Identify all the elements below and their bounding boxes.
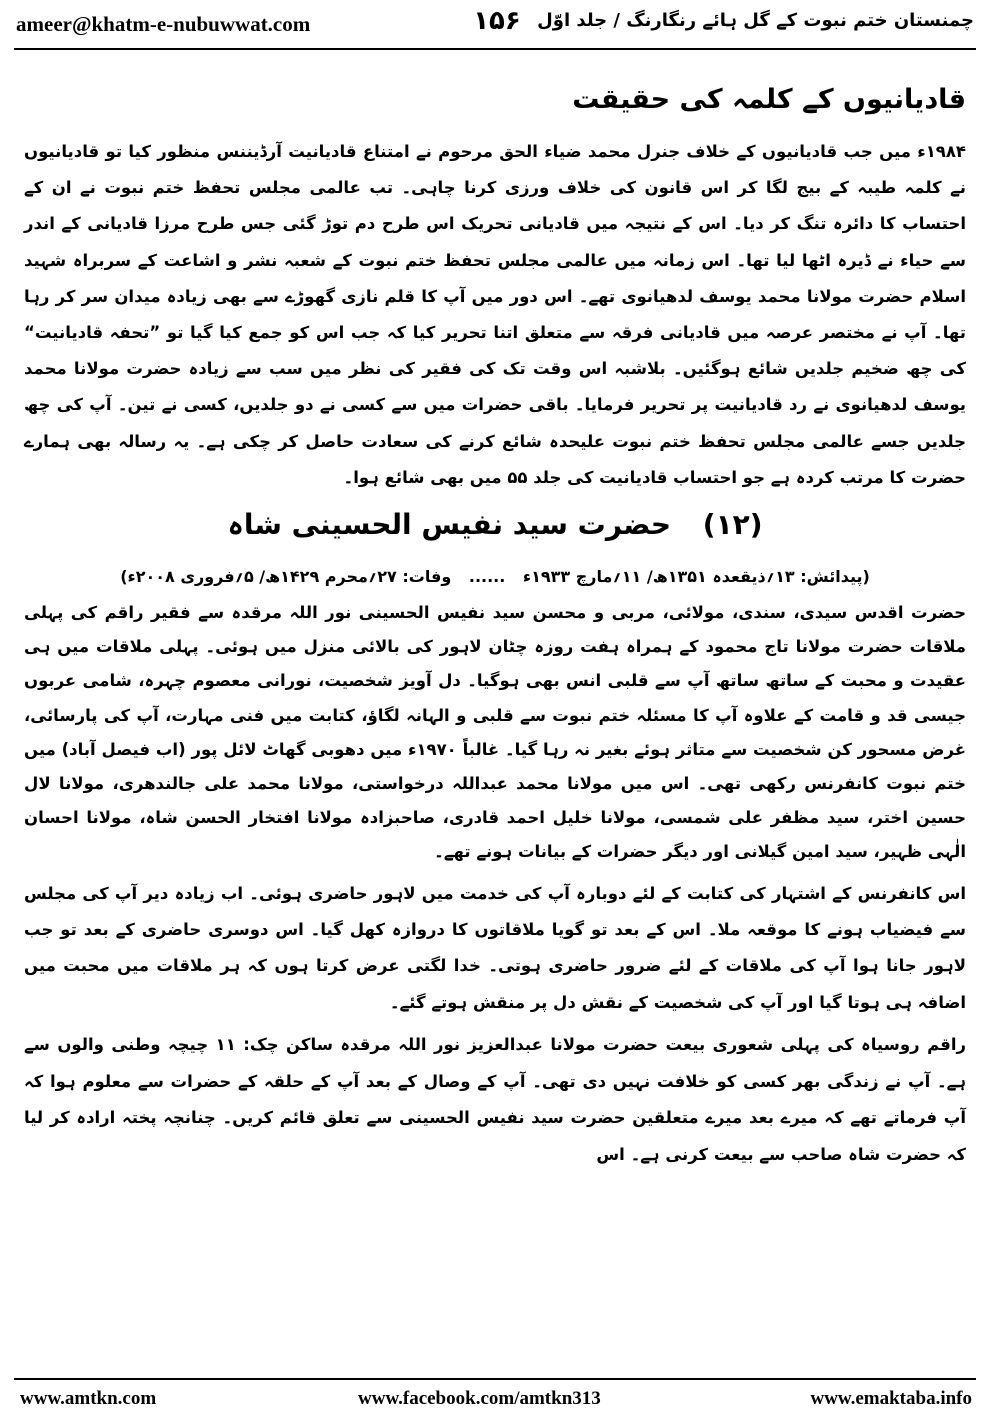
paragraph-conference-visit: اس کانفرنس کے اشتہار کی کتابت کے لئے دوبارہ آپ کی خدمت میں لاہور حاضری ہوئی۔ اب زیادہ دیر آپ کی مجلس سے فیضیاب ہونے کا موقعہ ملا۔ اس کے بعد تو گویا ملاقاتوں کا دروازہ کھل گیا۔ اس دوسری حاضری کے بعد تو جب لاہور جانا ہوا آپ کی ملاقات کے لئے ضرور حاضری ہوتی۔ خدا لگتی عرض کرتا ہوں کہ ہر ملاقات میں محبت میں اضافہ ہی ہوتا گیا اور آپ کی شخصیت کے نقش دل پر منقش ہوتے گئے۔ [24,883,966,1012]
section-heading-qadiani-kalima: قادیانیوں کے کلمہ کی حقیقت [572,84,966,115]
book-title: چمنستان ختم نبوت کے گل ہائے رنگارنگ / جلد اوّل [537,10,974,31]
footer-divider [14,1378,976,1380]
paragraph-bayat: راقم روسیاہ کی پہلی شعوری بیعت حضرت مولانا عبدالعزیز نور اللہ مرقدہ ساکن چک: ۱۱ چیچہ وطنی والوں سے ہے۔ آپ نے زندگی بھر کسی کو خلافت نہیں دی تھی۔ آپ کے وصال کے بعد آپ کے حلقہ کے حضرات سے معلوم ہوا کہ آپ فرماتے تھے کہ میرے بعد میرے متعلقین حضرت سید نفیس الحسینی سے تعلق قائم کریں۔ چنانچہ پختہ ارادہ کر لیا کہ حضرت شاہ صاحب سے بیعت کرنی ہے۔ اس [24,1035,966,1164]
section-title: حضرت سید نفیس الحسینی شاہ [227,508,672,542]
birth-date: (پیدائش: ۱۳؍ذیقعدہ ۱۳۵۱ھ/ ۱۱؍مارچ ۱۹۳۳ء [522,567,870,587]
death-date: وفات: ۲۷؍محرم ۱۴۲۹ھ/ ۵؍فروری ۲۰۰۸ء) [120,567,452,587]
footer-link-emaktaba[interactable]: www.emaktaba.info [810,1388,972,1409]
page-footer [0,1382,990,1420]
footer-link-amtkn[interactable]: www.amtkn.com [20,1388,157,1409]
dates-separator: ...... [468,567,506,587]
page-body [24,78,966,1173]
section-heading-nafees-shah [24,498,966,558]
paragraph-qadiani-kalima: ۱۹۸۴ء میں جب قادیانیوں کے خلاف جنرل محمد ضیاء الحق مرحوم نے امتناع قادیانیت آرڈیننس منظور کیا تو قادیانیوں نے کلمہ طیبہ کے بیج لگا کر اس قانون کی خلاف ورزی کرنا چاہی۔ تب عالمی مجلس تحفظ ختم نبوت نے ان کے احتساب کا دائرہ تنگ کر دیا۔ اس کے نتیجہ میں قادیانی تحریک اس طرح دم توڑ گئی جس طرح مرزا قادیانی کے اندر سے حیاء نے ڈیرہ اٹھا لیا تھا۔ اس زمانہ میں عالمی مجلس تحفظ ختم نبوت کے شعبہ نشر و اشاعت کے سربراہ شہید اسلام حضرت مولانا محمد یوسف لدھیانوی تھے۔ اس دور میں آپ کا قلم نازی گھوڑے سے بھی زیادہ میدان سر کر رہا تھا۔ آپ نے مختصر عرصہ میں قادیانی فرقہ سے متعلق اتنا تحریر کیا کہ جب اس کو جمع کیا گیا تو ”تحفہ قادیانیت“ کی چھ ضخیم جلدیں شائع ہوگئیں۔ بلاشبہ اس وقت تک کی فقیر کی نظر میں سب سے زیادہ حضرت مولانا محمد یوسف لدھیانوی نے رد قادیانیت پر تحریر فرمایا۔ باقی حضرات میں سے کسی نے دو جلدیں، کسی نے تین۔ آپ کی چھ جلدیں جسے عالمی مجلس تحفظ ختم نبوت علیحدہ شائع کرنے کی سعادت حاصل کر چکی ہے۔ یہ رسالہ بھی ہمارے حضرت کا مرتب کردہ ہے جو احتساب قادیانیت کی جلد ۵۵ میں بھی شائع ہوا۔ [24,142,966,487]
page-header [0,0,990,50]
footer-link-facebook[interactable]: www.facebook.com/amtkn313 [358,1388,601,1409]
section-number: (۱۲) [702,508,763,542]
birth-death-dates [24,558,966,596]
header-divider [14,48,976,50]
paragraph-first-meeting: حضرت اقدس سیدی، سندی، مولائی، مربی و محسن سید نفیس الحسینی نور اللہ مرقدہ سے فقیر راقم کی پہلی ملاقات حضرت مولانا تاج محمود کے ہمراہ ہفت روزہ چٹان لاہور کی بالائی منزل میں ہوئی۔ پہلی ملاقات میں ہی عقیدت و محبت کے ساتھ ساتھ آپ سے قلبی انس بھی ہوگیا۔ دل آویز شخصیت، نورانی معصوم چہرہ، شامی عربوں جیسی قد و قامت کے علاوہ آپ کا مسئلہ ختم نبوت سے قلبی و الہانہ لگاؤ، کتابت میں فنی مہارت، آپ کی پارسائی، غرض مسحور کن شخصیت سے متاثر ہوئے بغیر نہ رہا گیا۔ غالباً ۱۹۷۰ء میں دھوبی گھاٹ لائل پور (اب فیصل آباد) میں ختم نبوت کانفرنس رکھی تھی۔ اس میں مولانا محمد عبداللہ درخواستی، مولانا محمد علی جالندھری، مولانا لال حسین اختر، سید مظفر علی شمسی، مولانا خلیل احمد قادری، صاحبزادہ مولانا افتخار الحسن شاہ، مولانا احسان الٰہی ظہیر، سید امین گیلانی اور دیگر حضرات کے بیانات ہونے تھے۔ [24,603,967,862]
header-email[interactable]: ameer@khatm-e-nubuwwat.com [16,12,311,36]
page-number: ۱۵۶ [473,6,521,36]
